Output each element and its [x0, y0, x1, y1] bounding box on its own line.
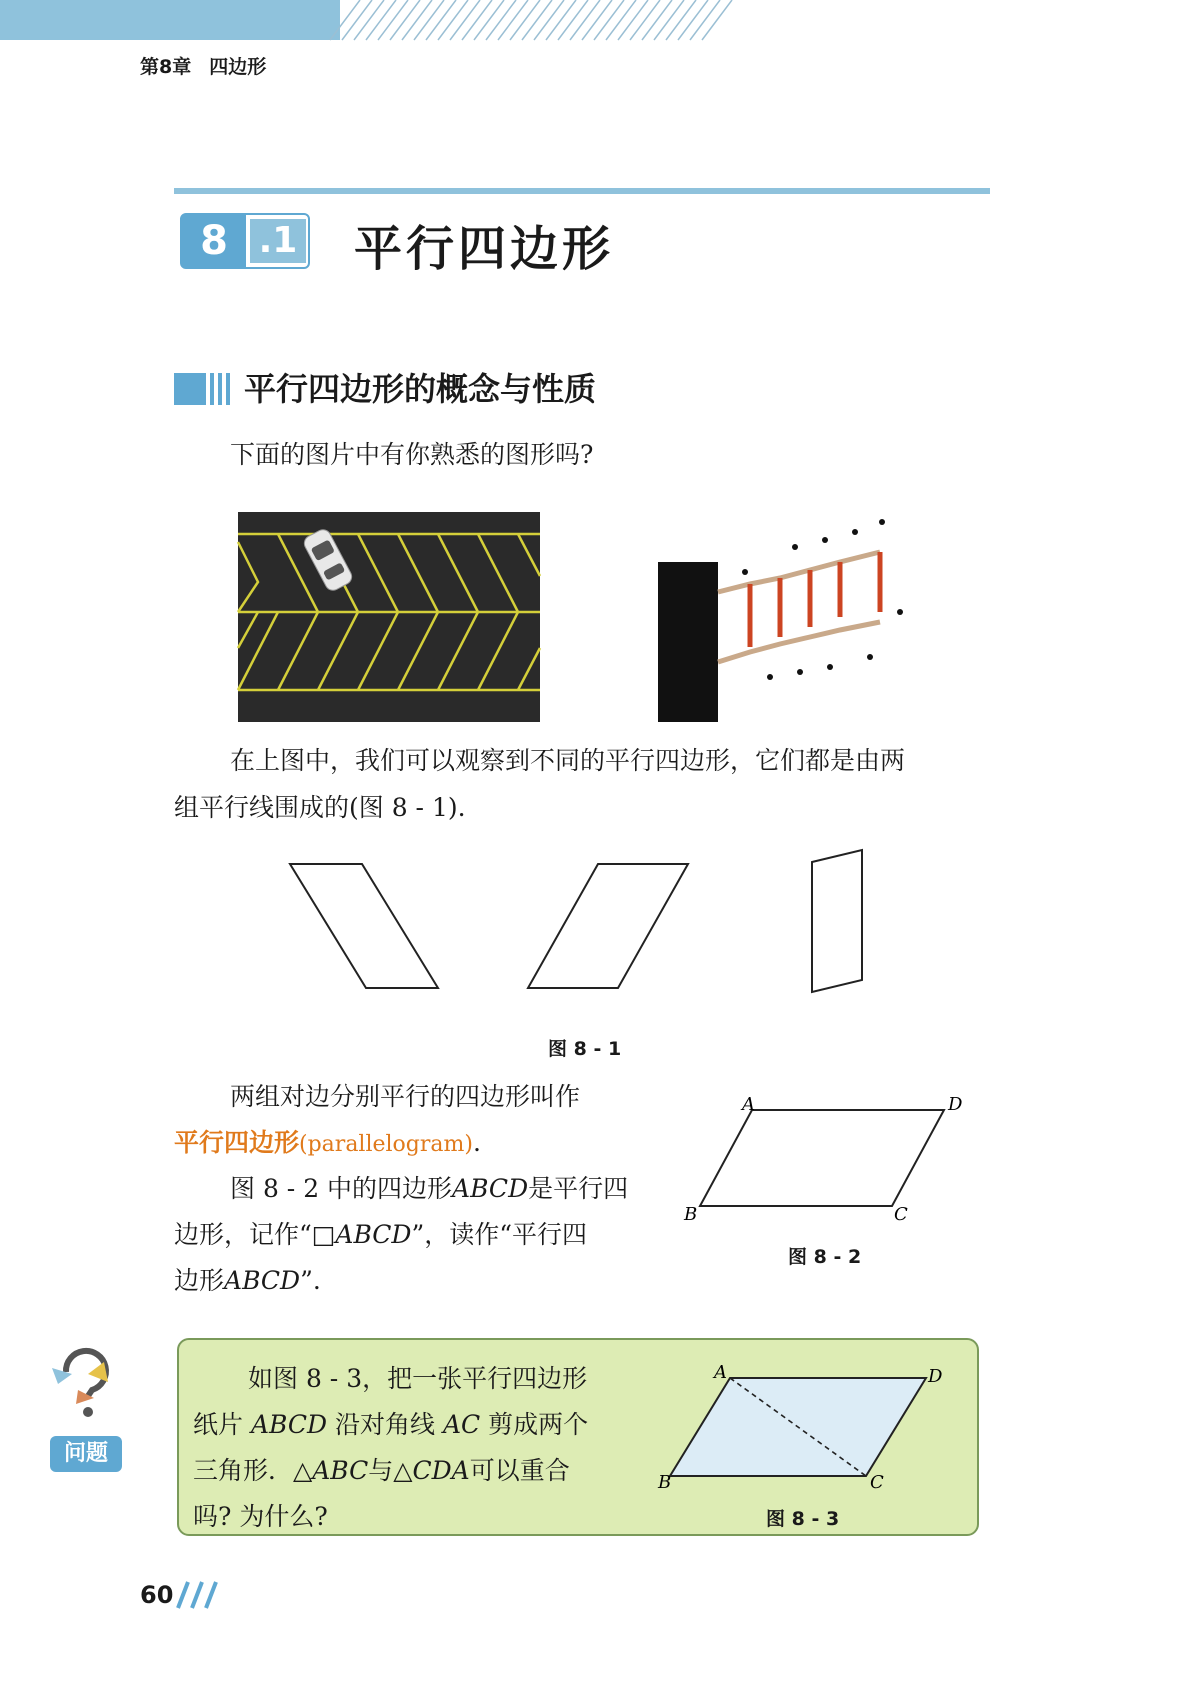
vertex-label-a: A: [714, 1362, 727, 1383]
notation-line-3: [174, 1258, 321, 1304]
figure-8-3-caption: 图 8 - 3: [766, 1508, 840, 1530]
notation-text: 图 8 - 2 中的四边形: [230, 1174, 453, 1203]
question-text: 与: [368, 1456, 394, 1485]
notation-text: ”.: [300, 1266, 321, 1295]
question-line-3: [193, 1448, 570, 1494]
vertex-label-b: B: [658, 1472, 672, 1493]
parking-lot-photo: [238, 512, 540, 722]
notation-line-1: [230, 1166, 628, 1212]
figure-8-3-parallelogram-diagonal: [660, 1362, 960, 1498]
triangle-abc: △ABC: [293, 1456, 369, 1485]
question-text: 沿对角线: [334, 1410, 435, 1439]
page-number-slashes: [174, 1580, 222, 1610]
vertex-label-d: D: [948, 1094, 963, 1115]
question-icon: [48, 1344, 124, 1420]
section-number-badge: [180, 213, 310, 269]
definition-line-1: 两组对边分别平行的四边形叫作: [230, 1082, 581, 1111]
question-line-2: [193, 1402, 588, 1448]
top-banner-band: [0, 0, 340, 40]
vertex-label-c: C: [870, 1472, 884, 1493]
question-text: 剪成两个: [488, 1410, 589, 1439]
section-title: 平行四边形: [354, 221, 615, 277]
notation-text: 是平行四: [528, 1174, 629, 1203]
notation-text: 边形，记作“: [174, 1220, 312, 1249]
section-rule: [174, 188, 990, 194]
notation-text: ”，读作“平行四: [411, 1220, 588, 1249]
parallelogram-symbol: □ABCD: [311, 1220, 412, 1249]
question-line-4: 吗? 为什么?: [193, 1502, 328, 1531]
figure-8-1-parallelograms: [280, 840, 900, 1020]
quad-name: ABCD: [452, 1174, 529, 1203]
question-badge: 问题: [50, 1436, 122, 1472]
parallelogram-2: [528, 864, 688, 988]
observe-line-2: 组平行线围成的(图 8 - 1).: [174, 793, 466, 822]
notation-line-2: [174, 1212, 587, 1258]
figure-8-2-caption: 图 8 - 2: [788, 1246, 862, 1268]
question-line-1: 如图 8 - 3，把一张平行四边形: [248, 1364, 588, 1393]
quad-name: ABCD: [250, 1410, 328, 1439]
vertex-label-c: C: [894, 1204, 908, 1225]
subsection-marker-icon: [174, 373, 232, 405]
subsection-title: 平行四边形的概念与性质: [244, 370, 597, 408]
diagonal-name: AC: [442, 1410, 481, 1439]
term-english: (parallelogram): [299, 1132, 473, 1157]
top-banner-hatch: [320, 0, 740, 40]
section-number-major: 8: [182, 215, 246, 267]
chapter-number: 第8章: [140, 56, 192, 78]
notation-text: 边形: [174, 1266, 225, 1295]
quad-name: ABCD: [224, 1266, 301, 1295]
term-parallelogram: 平行四边形: [174, 1128, 300, 1157]
chapter-title: 四边形: [209, 56, 267, 78]
vertex-label-b: B: [684, 1204, 698, 1225]
figure-8-1-caption: 图 8 - 1: [548, 1038, 622, 1060]
question-text: 三角形．: [193, 1456, 294, 1485]
question-text: 可以重合: [469, 1456, 570, 1485]
intro-text: 下面的图片中有你熟悉的图形吗?: [230, 440, 594, 469]
triangle-cda: △CDA: [393, 1456, 470, 1485]
observe-line-1: 在上图中，我们可以观察到不同的平行四边形，它们都是由两: [230, 746, 906, 775]
definition-line-2: [174, 1120, 481, 1168]
page-number: 60: [140, 1581, 174, 1609]
parallelogram-3: [812, 850, 862, 992]
chapter-heading: [140, 52, 284, 79]
section-number-minor: .1: [250, 219, 306, 263]
figure-8-2-parallelogram-abcd: [680, 1096, 970, 1226]
question-text: 纸片: [193, 1410, 244, 1439]
definition-end: .: [472, 1128, 481, 1157]
barrier-gate-photo: [650, 512, 930, 722]
vertex-label-d: D: [928, 1366, 943, 1387]
vertex-label-a: A: [742, 1094, 755, 1115]
parallelogram-1: [290, 864, 438, 988]
